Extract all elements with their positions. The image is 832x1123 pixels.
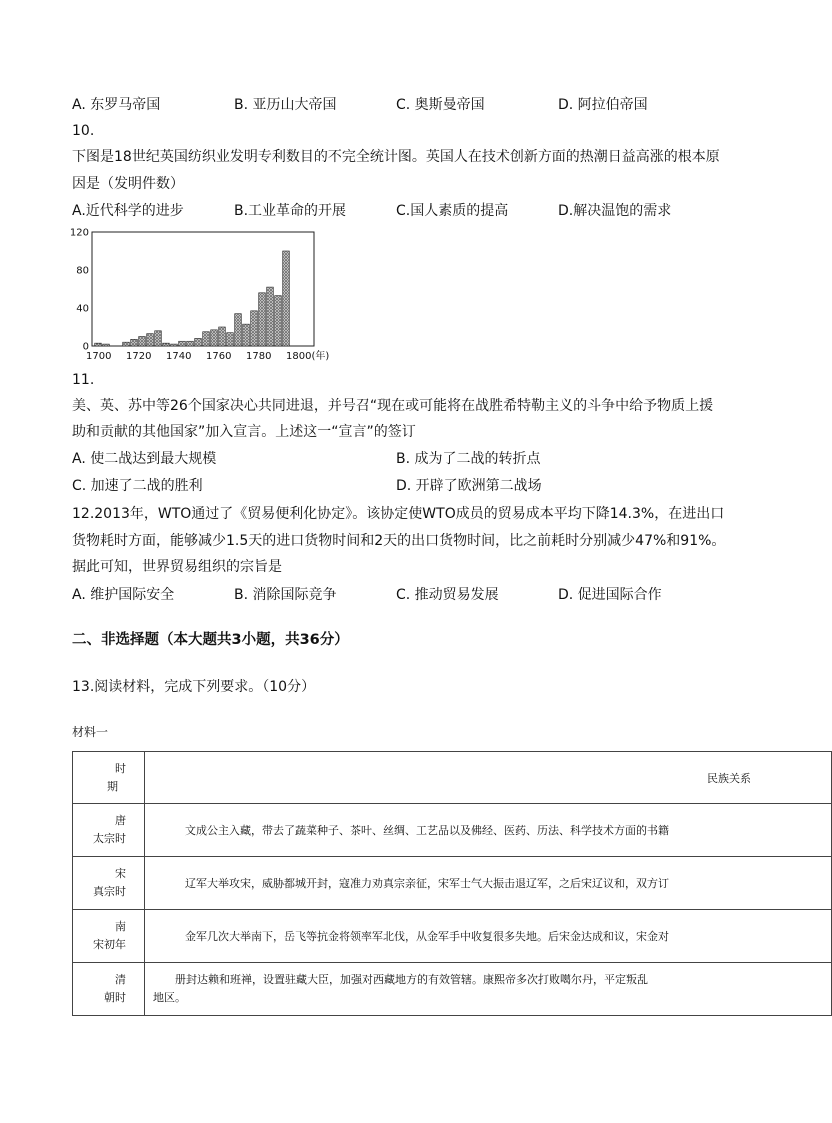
chart-bar <box>155 331 162 346</box>
q12-option-d[interactable]: D. 促进国际合作 <box>558 587 662 603</box>
q12-option-b[interactable]: B. 消除国际竞争 <box>234 587 337 603</box>
chart-y-tick-label: 40 <box>76 303 89 315</box>
chart-bar <box>259 293 266 346</box>
row-period-line1: 唐 <box>115 814 126 827</box>
q11-option-d[interactable]: D. 开辟了欧洲第二战场 <box>396 478 542 494</box>
q10-option-b[interactable]: B.工业革命的开展 <box>234 203 347 219</box>
row-period <box>73 963 145 1016</box>
chart-bar <box>103 344 110 346</box>
chart-bar <box>171 344 178 346</box>
chart-y-tick-label: 80 <box>76 265 89 277</box>
chart-bar <box>275 296 282 346</box>
row-period-line2: 太宗时 <box>93 832 126 845</box>
chart-x-tick-label: 1740 <box>166 351 192 362</box>
row-text-line1: 册封达赖和班禅，设置驻藏大臣，加强对西藏地方的有效管辖。康熙帝多次打败噶尔丹，平定叛乱 <box>175 973 648 986</box>
chart-x-tick-label: 1800(年) <box>286 351 330 362</box>
q11-option-b[interactable]: B. 成为了二战的转折点 <box>396 451 541 467</box>
header-period-line2: 期 <box>107 779 118 793</box>
patent-bar-chart <box>69 226 342 366</box>
chart-bar <box>195 338 202 346</box>
row-period-line1: 清 <box>115 973 126 986</box>
chart-y-tick-label: 0 <box>82 341 89 353</box>
row-period <box>73 804 145 857</box>
chart-bar <box>267 287 274 346</box>
row-text: 金军几次大举南下，岳飞等抗金将领率军北伐，从金军手中收复很多失地。后宋金达成和议，宋金对 <box>145 910 832 963</box>
q9-option-d[interactable]: D. 阿拉伯帝国 <box>558 97 648 113</box>
q12-stem-line3: 据此可知，世界贸易组织的宗旨是 <box>72 559 282 575</box>
row-text: 辽军大举攻宋，威胁都城开封，寇准力劝真宗亲征，宋军士气大振击退辽军，之后宋辽议和，双方订 <box>145 857 832 910</box>
row-period <box>73 910 145 963</box>
chart-bar <box>95 343 102 346</box>
q11-option-a[interactable]: A. 使二战达到最大规模 <box>72 451 217 467</box>
q10-option-d[interactable]: D.解决温饱的需求 <box>558 203 672 219</box>
chart-x-tick-label: 1780 <box>246 351 272 362</box>
table-row <box>73 963 832 1016</box>
chart-x-tick-label: 1720 <box>126 351 152 362</box>
ethnic-relations-table <box>72 751 832 1016</box>
chart-bar <box>251 311 258 346</box>
q10-option-a[interactable]: A.近代科学的进步 <box>72 203 184 219</box>
chart-bar <box>123 342 130 346</box>
chart-bar <box>203 332 210 346</box>
chart-bar <box>147 334 154 346</box>
chart-bar <box>243 324 250 346</box>
chart-bar <box>227 333 234 346</box>
table-row <box>73 804 832 857</box>
q12-stem-line2: 货物耗时方面，能够减少1.5天的进口货物时间和2天的出口货物时间，比之前耗时分别减少47%和91%。 <box>72 533 726 549</box>
q12-option-c[interactable]: C. 推动贸易发展 <box>396 587 499 603</box>
section2-title: 二、非选择题（本大题共3小题，共36分） <box>72 632 349 648</box>
q9-option-b[interactable]: B. 亚历山大帝国 <box>234 97 337 113</box>
q10-stem-line2: 因是（发明件数） <box>72 176 184 192</box>
header-relation: 民族关系 <box>145 752 832 804</box>
chart-x-tick-label: 1760 <box>206 351 232 362</box>
chart-bar <box>211 330 218 346</box>
table-row <box>73 857 832 910</box>
table-row <box>73 910 832 963</box>
q10-stem-line1: 下图是18世纪英国纺织业发明专利数目的不完全统计图。英国人在技术创新方面的热潮日益高涨的根本原 <box>72 149 720 165</box>
row-period-line1: 南 <box>115 920 126 933</box>
q10-option-c[interactable]: C.国人素质的提高 <box>396 203 509 219</box>
row-text: 文成公主入藏，带去了蔬菜种子、茶叶、丝绸、工艺品以及佛经、医药、历法、科学技术方面的书籍 <box>145 804 832 857</box>
chart-bar <box>179 341 186 346</box>
row-text <box>145 963 832 1016</box>
header-period <box>73 752 145 804</box>
q13-title: 13.阅读材料，完成下列要求。（10分） <box>72 679 316 695</box>
chart-bar <box>131 339 138 346</box>
q9-option-a[interactable]: A. 东罗马帝国 <box>72 97 161 113</box>
q11-stem-line1: 美、英、苏中等26个国家决心共同进退，并号召“现在或可能将在战胜希特勒主义的斗争中给予物质上援 <box>72 398 714 414</box>
chart-bar <box>219 327 226 346</box>
chart-x-tick-label: 1700 <box>86 351 112 362</box>
q11-number: 11. <box>72 372 95 388</box>
chart-bar <box>235 314 242 346</box>
chart-bar <box>283 251 290 346</box>
q12-stem-line1: 12.2013年，WTO通过了《贸易便利化协定》。该协定使WTO成员的贸易成本平均下降14.3%，在进出口 <box>72 506 725 522</box>
row-text-line2: 地区。 <box>153 991 186 1004</box>
chart-bar <box>187 341 194 346</box>
table-header-row <box>73 752 832 804</box>
q11-stem-line2: 助和贡献的其他国家”加入宣言。上述这一“宣言”的签订 <box>72 424 416 440</box>
row-period <box>73 857 145 910</box>
q9-option-c[interactable]: C. 奥斯曼帝国 <box>396 97 485 113</box>
row-period-line2: 宋初年 <box>93 938 126 951</box>
chart-bar <box>139 337 146 347</box>
q11-option-c[interactable]: C. 加速了二战的胜利 <box>72 478 203 494</box>
row-period-line2: 真宗时 <box>93 885 126 898</box>
q10-number: 10. <box>72 123 95 139</box>
material1-label: 材料一 <box>72 725 109 739</box>
chart-y-tick-label: 120 <box>69 227 89 239</box>
header-period-line1: 时 <box>115 761 126 775</box>
q12-option-a[interactable]: A. 维护国际安全 <box>72 587 175 603</box>
row-period-line2: 朝时 <box>104 991 126 1004</box>
row-period-line1: 宋 <box>115 867 126 880</box>
chart-bar <box>163 343 170 346</box>
